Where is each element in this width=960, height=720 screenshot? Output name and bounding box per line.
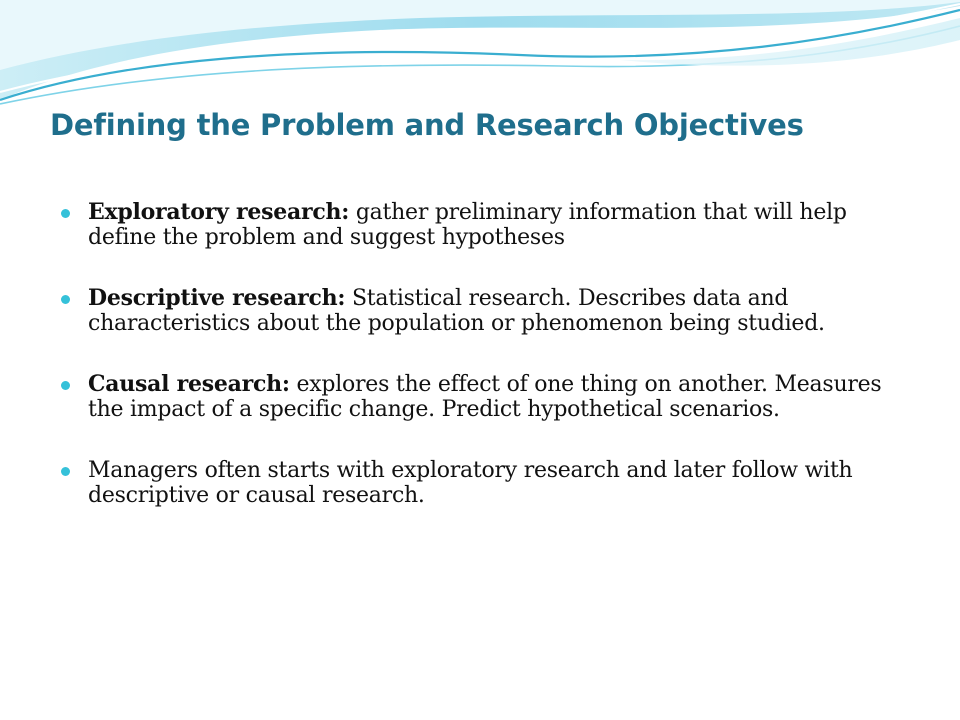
bullet-term: Descriptive research: xyxy=(88,285,346,311)
bullet-dot-icon xyxy=(61,295,70,304)
bullet-descriptive-research xyxy=(60,286,920,336)
bullet-dot-icon xyxy=(61,209,70,218)
bullet-term: Exploratory research: xyxy=(88,199,350,225)
bullet-causal-research xyxy=(60,372,920,422)
bullet-term: Causal research: xyxy=(88,371,290,397)
bullet-text: Managers often starts with exploratory research and later follow with descriptive or causal research. xyxy=(88,458,853,508)
bullet-dot-icon xyxy=(61,467,70,476)
bullet-text: explores the effect of one thing on another. Measures the impact of a specific change. Predict hypothetical scenarios. xyxy=(88,372,882,422)
bullet-text: Statistical research. Describes data and characteristics about the population or phenomenon being studied. xyxy=(88,286,825,336)
bullet-managers-note xyxy=(60,458,920,508)
slide-title: Defining the Problem and Research Objectives xyxy=(50,108,804,142)
bullet-list xyxy=(60,200,920,544)
header-wave-decoration xyxy=(0,0,960,120)
bullet-text: gather preliminary information that will help define the problem and suggest hypotheses xyxy=(88,200,847,250)
bullet-exploratory-research xyxy=(60,200,920,250)
bullet-dot-icon xyxy=(61,381,70,390)
